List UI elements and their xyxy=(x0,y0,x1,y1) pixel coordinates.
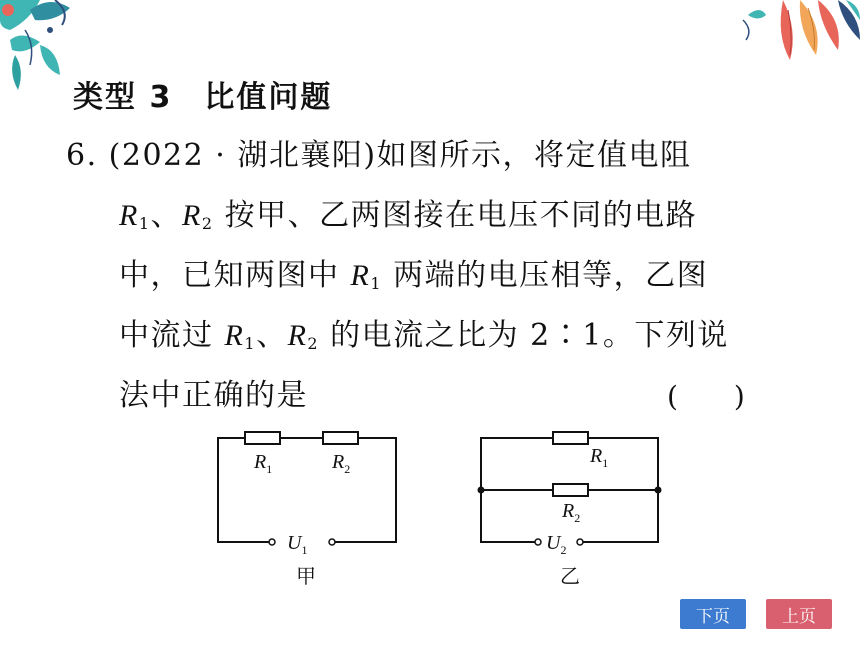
question-line-5: 法中正确的是 xyxy=(119,378,308,413)
u2-label-sub: 2 xyxy=(560,543,567,557)
circuit-diagram-b xyxy=(470,425,670,590)
r2-label: R xyxy=(332,451,345,473)
u2-label: U xyxy=(546,532,561,554)
resistor-r2 xyxy=(323,432,358,444)
u1-label: U xyxy=(287,532,302,554)
svg-text:U2 xyxy=(546,532,566,557)
terminal xyxy=(329,539,335,545)
circuit-a-caption: 甲 xyxy=(296,564,316,588)
answer-parentheses: ( ) xyxy=(667,380,745,413)
r1-symbol: R xyxy=(119,199,139,232)
svg-text:R1 xyxy=(589,445,608,470)
terminal xyxy=(577,539,583,545)
junction-dot xyxy=(655,487,662,494)
terminal xyxy=(269,539,275,545)
r2-subscript: 2 xyxy=(307,334,320,353)
terminal xyxy=(535,539,541,545)
r1-symbol: R xyxy=(224,319,245,352)
r1-label-sub: 1 xyxy=(602,456,609,470)
separator: 、 xyxy=(150,198,183,233)
resistor-r1 xyxy=(553,432,588,444)
separator: 、 xyxy=(256,318,288,353)
next-page-button[interactable]: 下页 xyxy=(680,599,746,629)
r1-subscript: 1 xyxy=(138,214,151,233)
r1-label-sub: 1 xyxy=(266,462,273,476)
svg-text:U1 xyxy=(287,532,307,557)
r1-subscript: 1 xyxy=(370,274,383,293)
circuit-b-caption: 乙 xyxy=(560,564,580,588)
question-line-4-text-a: 中流过 xyxy=(119,318,225,353)
question-line-2 xyxy=(119,190,697,234)
svg-text:R2 xyxy=(561,500,580,525)
junction-dot xyxy=(478,487,485,494)
question-line-4 xyxy=(119,310,729,354)
r2-symbol: R xyxy=(287,319,308,352)
r2-label-sub: 2 xyxy=(344,462,351,476)
section-title: 类型 3 比值问题 xyxy=(73,80,333,115)
question-line-3-text-a: 中，已知两图中 xyxy=(119,258,351,293)
leaf-decoration-icon xyxy=(738,0,860,70)
r2-label-sub: 2 xyxy=(574,511,581,525)
u1-label-sub: 1 xyxy=(301,543,308,557)
r2-subscript: 2 xyxy=(201,214,214,233)
question-line-2-text: 按甲、乙两图接在电压不同的电路 xyxy=(213,198,698,233)
r1-symbol: R xyxy=(350,259,371,292)
question-line-4-text-b: 的电流之比为 2∶1。下列说 xyxy=(319,318,729,353)
question-line-3-text-b: 两端的电压相等，乙图 xyxy=(382,258,709,293)
svg-text:R1 xyxy=(253,451,272,476)
r1-label: R xyxy=(590,445,603,467)
r1-subscript: 1 xyxy=(244,334,257,353)
question-line-3 xyxy=(119,250,708,294)
circuit-diagram-a xyxy=(210,425,410,590)
resistor-r1 xyxy=(245,432,280,444)
r2-symbol: R xyxy=(182,199,202,232)
svg-text:R2 xyxy=(331,451,350,476)
r1-label: R xyxy=(254,451,267,473)
question-line-1: 6. (2022 · 湖北襄阳)如图所示，将定值电阻 xyxy=(66,138,692,173)
previous-page-button[interactable]: 上页 xyxy=(766,599,832,629)
resistor-r2 xyxy=(553,484,588,496)
r2-label: R xyxy=(562,500,575,522)
